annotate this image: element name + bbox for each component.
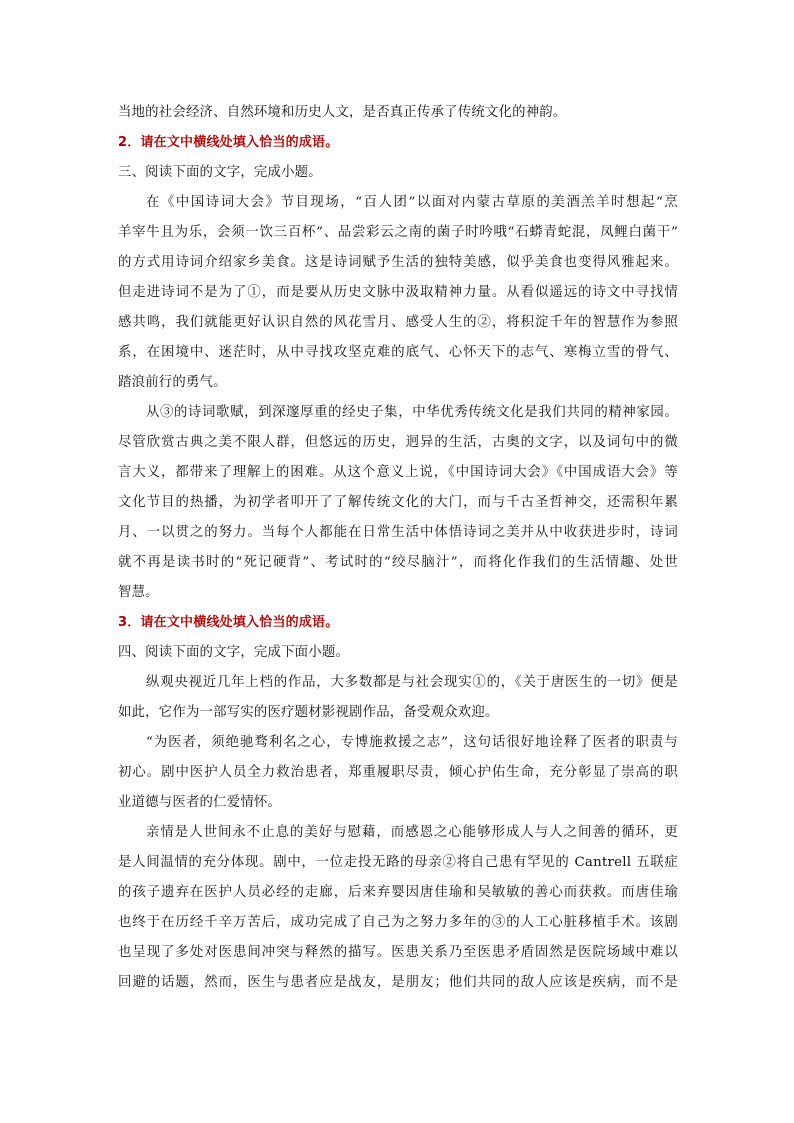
text-line: 尽管欣赏古典之美不限人群，但悠远的历史，迥异的生活，古奥的文字，以及词句中的微 xyxy=(118,435,678,450)
text-line: 初心。剧中医护人员全力救治患者，郑重履职尽责，倾心护佑生命，充分彰显了崇高的职 xyxy=(118,765,678,780)
text-line: 的方式用诗词介绍家乡美食。这是诗词赋予生活的独特美感，似乎美食也变得风雅起来。 xyxy=(118,255,678,270)
section-heading: 四、阅读下面的文字，完成下面小题。 xyxy=(118,645,350,660)
text-line: 感共鸣，我们就能更好认识自然的风花雪月、感受人生的②，将积淀千年的智慧作为参照 xyxy=(118,315,678,330)
text-line: 但走进诗词不是为了①，而是要从历史文脉中汲取精神力量。从看似遥远的诗文中寻找情 xyxy=(118,285,678,300)
text-line: 亲情是人世间永不止息的美好与慰藉，而感恩之心能够形成人与人之间善的循环，更 xyxy=(146,825,678,840)
text-line: 的孩子遗弃在医护人员必经的走廊，后来弃婴因唐佳瑜和吴敏敏的善心而获救。而唐佳瑜 xyxy=(118,885,678,900)
document-page xyxy=(118,98,678,998)
text-line: 月、一以贯之的努力。当每个人都能在日常生活中体悟诗词之美并从中收获进步时，诗词 xyxy=(118,525,678,540)
text-line: 就不再是读书时的“死记硬背”、考试时的“绞尽脑汁”，而将化作我们的生活情趣、处世 xyxy=(118,555,678,570)
text-line: 智慧。 xyxy=(118,585,159,600)
question-line: 3．请在文中横线处填入恰当的成语。 xyxy=(118,615,339,630)
section-heading: 三、阅读下面的文字，完成小题。 xyxy=(118,165,322,180)
text-line: 纵观央视近几年上档的作品，大多数都是与社会现实①的，《关于唐医生的一切》便是 xyxy=(146,675,678,690)
text-line: 文化节目的热播，为初学者叩开了了解传统文化的大门，而与千古圣哲神交，还需积年累 xyxy=(118,495,678,510)
text-line: 言大义，都带来了理解上的困难。从这个意义上说，《中国诗词大会》《中国成语大会》等 xyxy=(118,465,678,480)
text-line: 如此，它作为一部写实的医疗题材影视剧作品，备受观众欢迎。 xyxy=(118,705,499,720)
text-line: 在《中国诗词大会》节目现场，“百人团”以面对内蒙古草原的美酒羔羊时想起“烹 xyxy=(146,195,678,210)
text-line: 业道德与医者的仁爱情怀。 xyxy=(118,795,282,810)
text-line: 从③的诗词歌赋，到深邃厚重的经史子集，中华优秀传统文化是我们共同的精神家园。 xyxy=(146,405,678,420)
text-line: “为医者，须绝驰骛利名之心，专博施救援之志”，这句话很好地诠释了医者的职责与 xyxy=(146,735,678,750)
text-line: 回避的话题，然而，医生与患者应是战友，是朋友；他们共同的敌人应该是疾病，而不是 xyxy=(118,975,678,990)
text-line: 当地的社会经济、自然环境和历史人文，是否真正传承了传统文化的神韵。 xyxy=(118,105,567,120)
text-line: 也终于在历经千辛万苦后，成功完成了自己为之努力多年的③的人工心脏移植手术。该剧 xyxy=(118,915,678,930)
text-line: 羊宰牛且为乐，会须一饮三百杯”、品尝彩云之南的菌子时吟哦“石蟒青蛇混，凤鲤白菌干” xyxy=(118,225,678,240)
text-line: 也呈现了多处对医患间冲突与释然的描写。医患关系乃至医患矛盾固然是医院场域中难以 xyxy=(118,945,678,960)
text-line: 是人间温情的充分体现。剧中，一位走投无路的母亲②将自己患有罕见的 Cantrell 五联症 xyxy=(118,855,678,870)
text-line: 踏浪前行的勇气。 xyxy=(118,375,227,390)
question-line: 2．请在文中横线处填入恰当的成语。 xyxy=(118,135,339,150)
text-line: 系，在困境中、迷茫时，从中寻找攻坚克难的底气、心怀天下的志气、寒梅立雪的骨气、 xyxy=(118,345,678,360)
